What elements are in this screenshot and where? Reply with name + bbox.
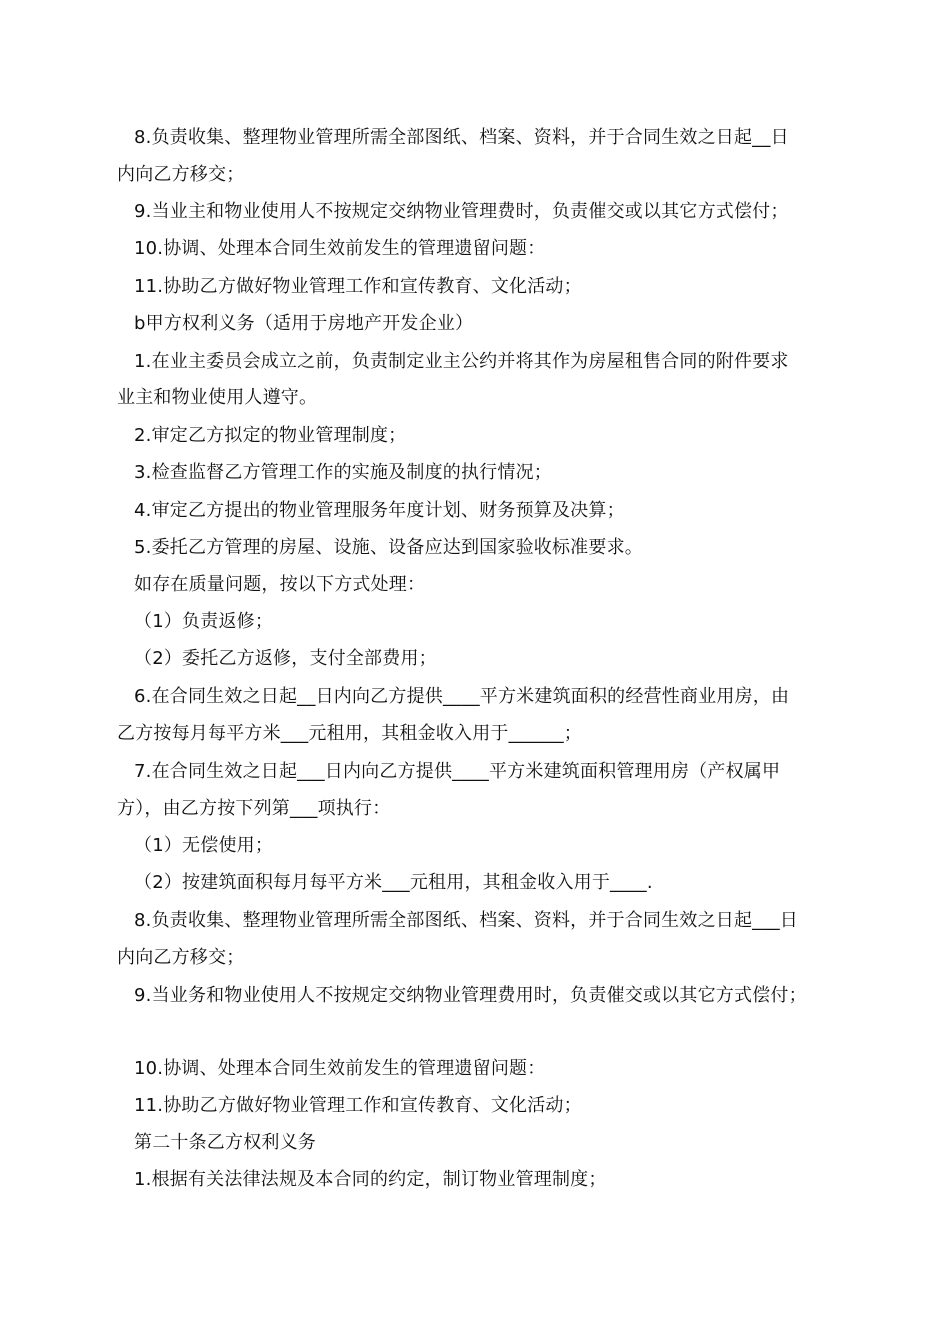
usage-option-1: （1）无偿使用； [134,835,274,856]
clause-b6-line-2: 乙方按每月每平方米___元租用，其租金收入用于______； [117,723,582,744]
clause-8-line-2: 内向乙方移交； [117,164,245,185]
clause-b6-line-1: 6.在合同生效之日起__日内向乙方提供____平方米建筑面积的经营性商业用房，由 [134,686,790,707]
clause-b8-line-1: 8.负责收集、整理物业管理所需全部图纸、档案、资料，并于合同生效之日起___日 [134,910,798,931]
clause-b1-line-1: 1.在业主委员会成立之前，负责制定业主公约并将其作为房屋租售合同的附件要求 [134,351,789,372]
clause-b10: 10.协调、处理本合同生效前发生的管理遗留问题： [134,1058,546,1079]
clause-b1-line-2: 业主和物业使用人遵守。 [117,387,318,408]
quality-issue-intro: 如存在质量问题，按以下方式处理： [134,574,426,595]
clause-8-line-1: 8.负责收集、整理物业管理所需全部图纸、档案、资料，并于合同生效之日起__日 [134,127,789,148]
clause-b3: 3.检查监督乙方管理工作的实施及制度的执行情况； [134,462,552,483]
clause-10: 10.协调、处理本合同生效前发生的管理遗留问题： [134,238,546,259]
clause-b4: 4.审定乙方提出的物业管理服务年度计划、财务预算及决算； [134,500,625,521]
article-20-clause-1: 1.根据有关法律法规及本合同的约定，制订物业管理制度； [134,1169,607,1190]
usage-option-2: （2）按建筑面积每月每平方米___元租用，其租金收入用于____. [134,872,653,893]
clause-b8-line-2: 内向乙方移交； [117,947,245,968]
clause-11: 11.协助乙方做好物业管理工作和宣传教育、文化活动； [134,276,582,297]
clause-b2: 2.审定乙方拟定的物业管理制度； [134,425,407,446]
clause-b7-line-1: 7.在合同生效之日起___日内向乙方提供____平方米建筑面积管理用房（产权属甲 [134,761,781,782]
clause-9: 9.当业主和物业使用人不按规定交纳物业管理费时，负责催交或以其它方式偿付； [134,201,789,222]
clause-b11: 11.协助乙方做好物业管理工作和宣传教育、文化活动； [134,1095,582,1116]
quality-option-2: （2）委托乙方返修，支付全部费用； [134,648,437,669]
section-heading-b: b甲方权利义务（适用于房地产开发企业） [134,313,474,334]
clause-b5: 5.委托乙方管理的房屋、设施、设备应达到国家验收标准要求。 [134,537,643,558]
clause-b7-line-2: 方），由乙方按下列第___项执行： [117,798,391,819]
clause-b9: 9.当业务和物业使用人不按规定交纳物业管理费用时，负责催交或以其它方式偿付； [134,985,807,1006]
quality-option-1: （1）负责返修； [134,611,274,632]
article-20-heading: 第二十条乙方权利义务 [134,1132,316,1153]
